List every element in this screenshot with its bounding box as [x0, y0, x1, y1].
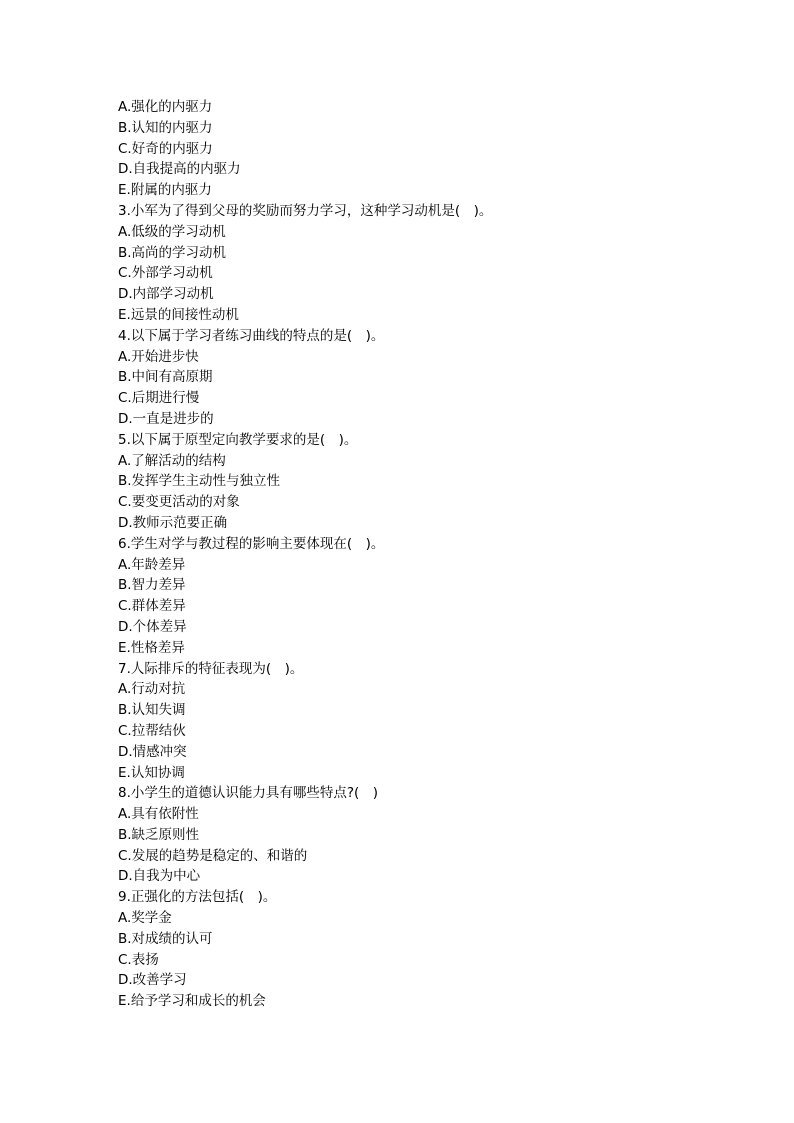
option-e-line: E.给予学习和成长的机会: [118, 993, 266, 1010]
option-c-line: C.好奇的内驱力: [118, 140, 213, 157]
option-a-line: A.年龄差异: [118, 556, 186, 573]
question-4: 4.以下属于学习者练习曲线的特点的是( )。: [118, 327, 385, 344]
option-b-line: B.对成绩的认可: [118, 930, 213, 947]
option-c-line: C.发展的趋势是稳定的、和谐的: [118, 847, 308, 864]
option-d-line: D.情感冲突: [118, 743, 187, 760]
option-e-line: E.附属的内驱力: [118, 182, 212, 199]
option-a-line: A.行动对抗: [118, 681, 186, 698]
option-c-line: C.外部学习动机: [118, 265, 213, 282]
question-5: 5.以下属于原型定向教学要求的是( )。: [118, 431, 358, 448]
option-e-line: E.远景的间接性动机: [118, 306, 239, 323]
option-b-line: B.智力差异: [118, 577, 186, 594]
option-b-line: B.认知的内驱力: [118, 119, 213, 136]
option-c-line: C.后期进行慢: [118, 390, 200, 407]
option-d-line: D.个体差异: [118, 618, 187, 635]
document-page: [118, 97, 758, 1012]
option-b-line: B.高尚的学习动机: [118, 244, 227, 261]
option-d-line: D.一直是进步的: [118, 410, 214, 427]
option-b-line: B.缺乏原则性: [118, 826, 200, 843]
option-c-line: C.要变更活动的对象: [118, 494, 240, 511]
option-b-line: B.中间有高原期: [118, 369, 213, 386]
option-c-line: C.群体差异: [118, 598, 186, 615]
option-a-line: A.开始进步快: [118, 348, 199, 365]
option-d-line: D.改善学习: [118, 972, 187, 989]
option-a-line: A.奖学金: [118, 910, 172, 927]
option-e-line: E.认知协调: [118, 764, 185, 781]
option-d-line: D.自我为中心: [118, 868, 201, 885]
question-3: 3.小军为了得到父母的奖励而努力学习，这种学习动机是( )。: [118, 202, 493, 219]
option-a-line: A.强化的内驱力: [118, 99, 213, 115]
option-a-line: A.低级的学习动机: [118, 223, 226, 240]
question-7: 7.人际排斥的特征表现为( )。: [118, 660, 304, 677]
question-6: 6.学生对学与教过程的影响主要体现在( )。: [118, 535, 385, 552]
option-c-line: C.表扬: [118, 951, 159, 968]
question-8: 8.小学生的道德认识能力具有哪些特点?( ): [118, 785, 379, 802]
option-b-line: B.发挥学生主动性与独立性: [118, 473, 281, 490]
option-a-line: A.了解活动的结构: [118, 452, 226, 469]
option-b-line: B.认知失调: [118, 702, 186, 719]
option-a-line: A.具有依附性: [118, 806, 199, 823]
question-9: 9.正强化的方法包括( )。: [118, 889, 277, 906]
option-d-line: D.内部学习动机: [118, 286, 214, 303]
option-c-line: C.拉帮结伙: [118, 722, 186, 739]
option-d-line: D.教师示范要正确: [118, 514, 228, 531]
option-d-line: D.自我提高的内驱力: [118, 161, 241, 178]
option-e-line: E.性格差异: [118, 639, 185, 656]
